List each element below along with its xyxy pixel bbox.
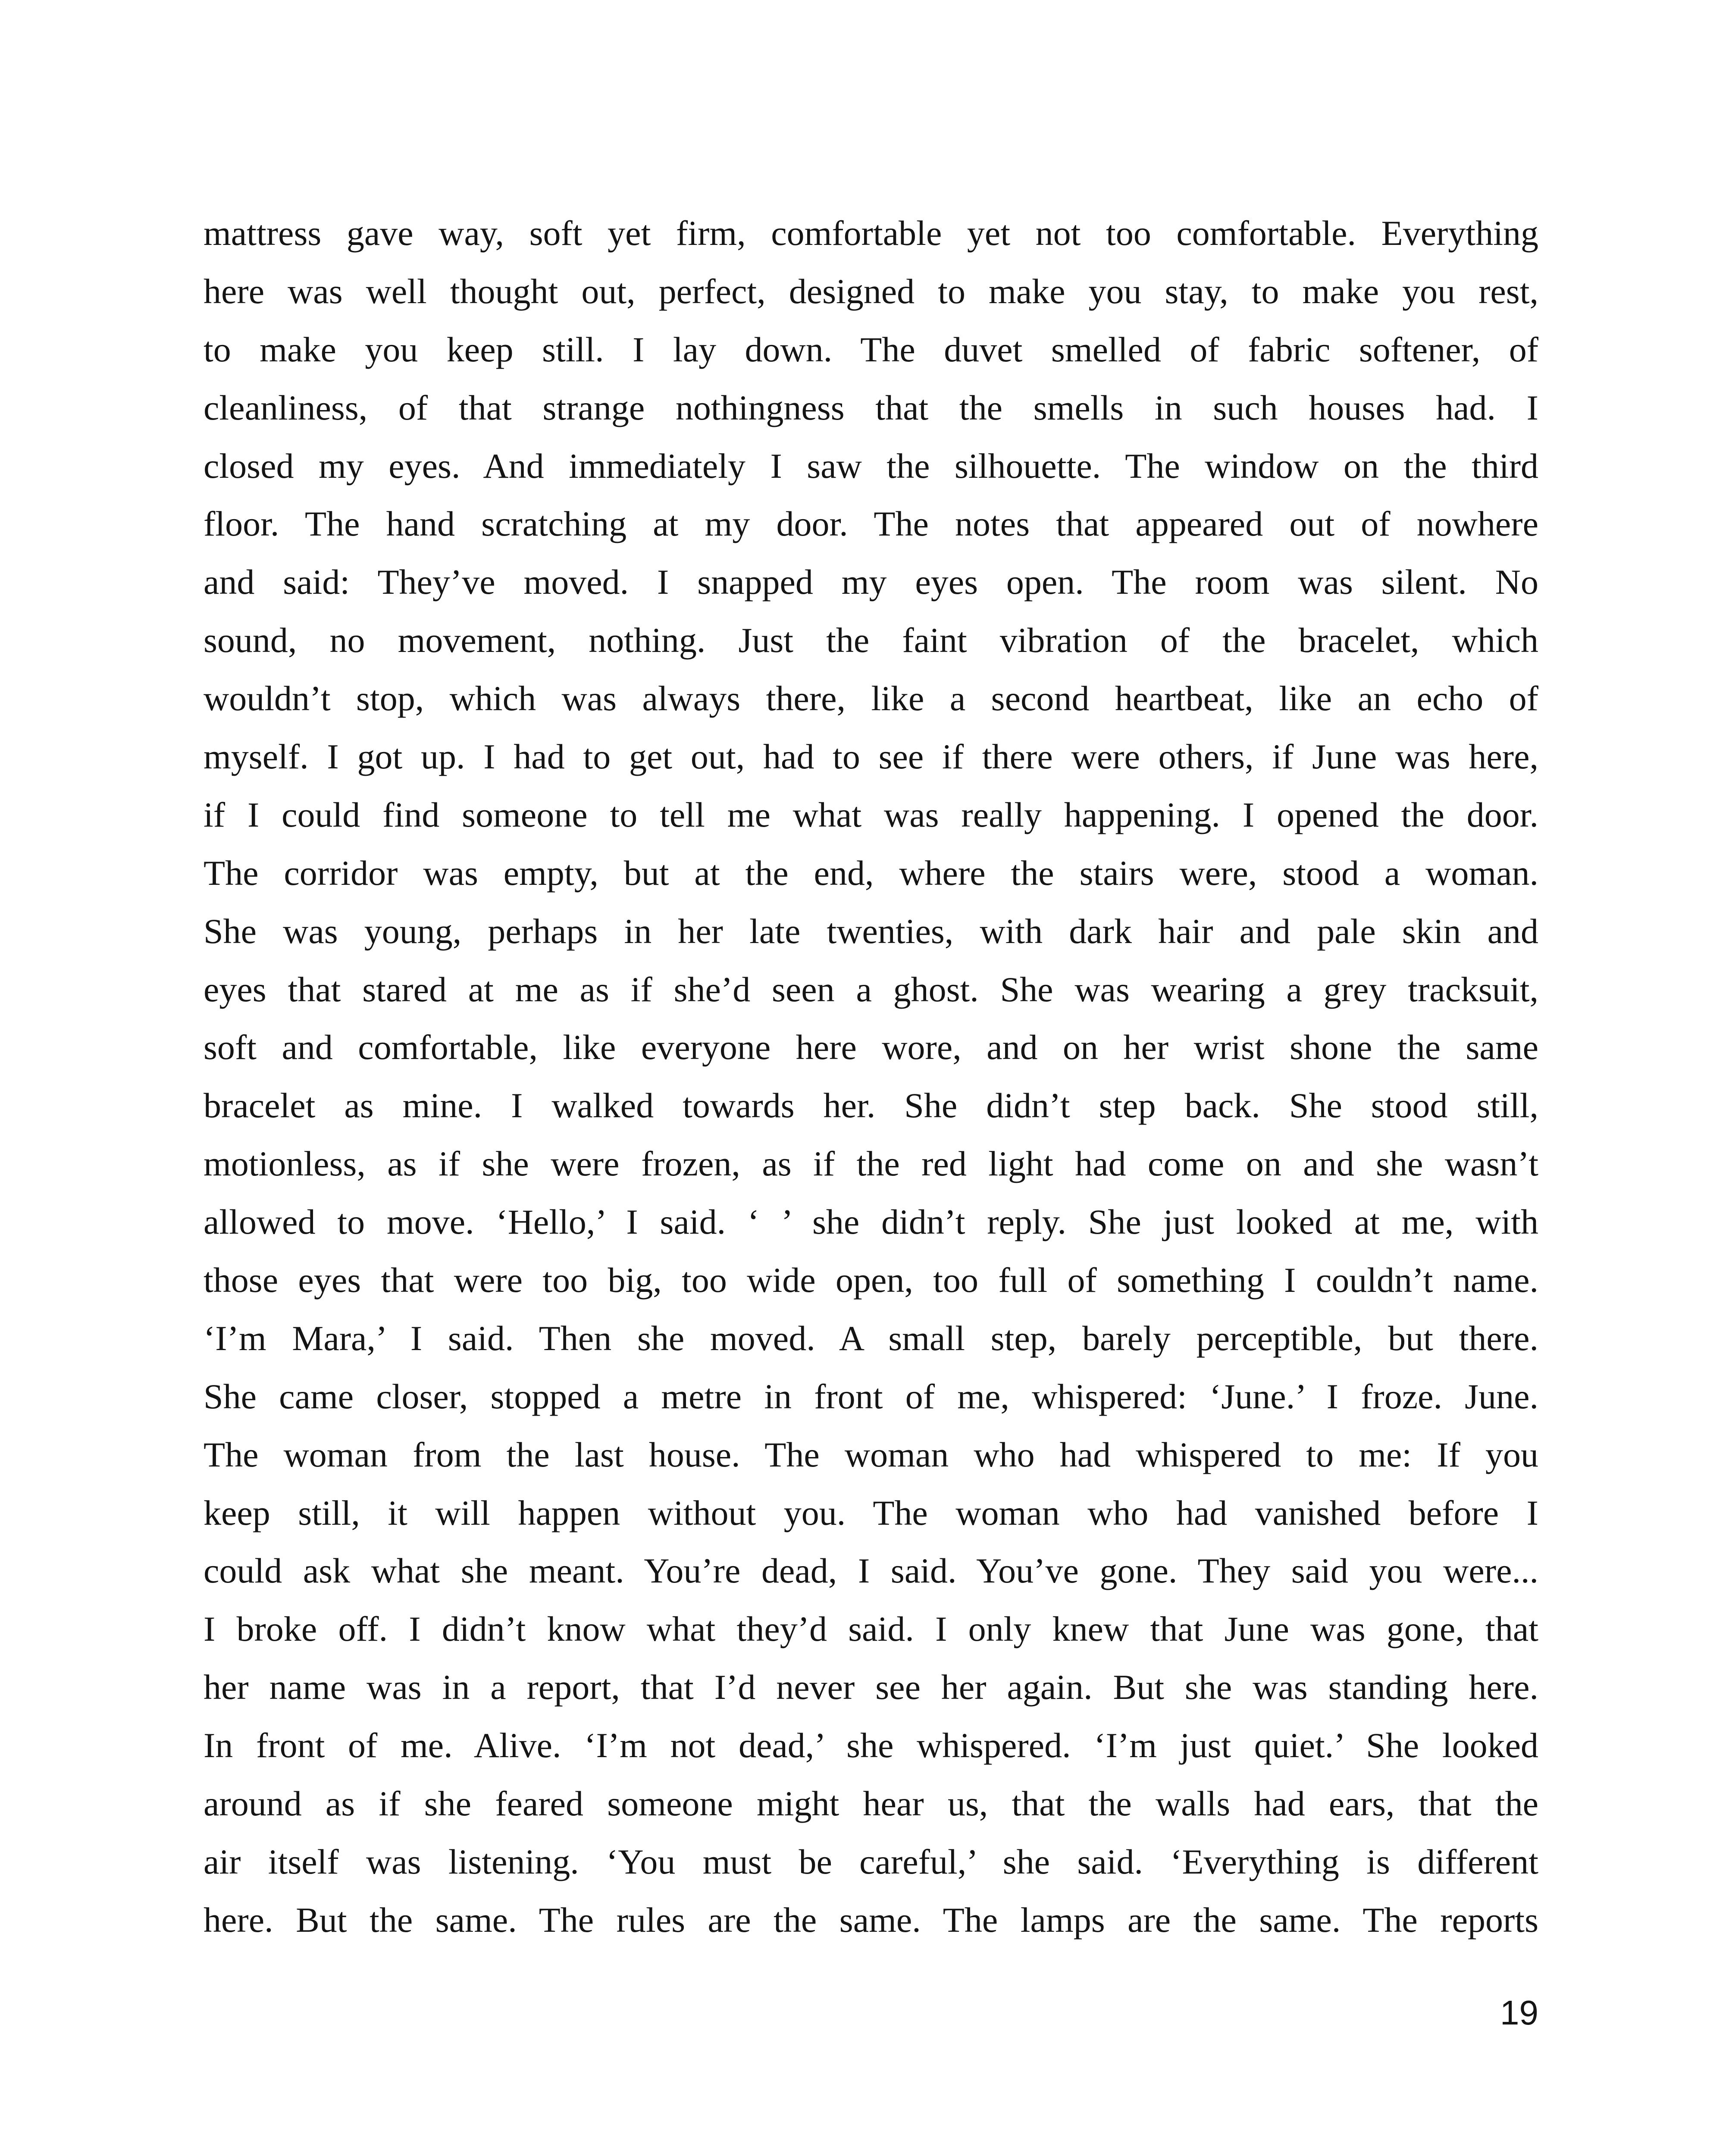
text-line: I broke off. I didn’t know what they’d said. I only knew that June was gone, that: [204, 1609, 1538, 1649]
text-line: sound, no movement, nothing. Just the faint vibration of the bracelet, which: [204, 620, 1538, 660]
body-text: [204, 204, 1538, 1949]
text-line: bracelet as mine. I walked towards her. She didn’t step back. She stood still,: [204, 1086, 1538, 1125]
text-line: allowed to move. ‘Hello,’ I said. ‘ ’ she didn’t reply. She just looked at me, with: [204, 1202, 1538, 1242]
text-line: air itself was listening. ‘You must be careful,’ she said. ‘Everything is different: [204, 1842, 1538, 1881]
text-line: closed my eyes. And immediately I saw the silhouette. The window on the third: [204, 446, 1538, 486]
text-line: wouldn’t stop, which was always there, like a second heartbeat, like an echo of: [204, 679, 1538, 718]
text-line: ‘I’m Mara,’ I said. Then she moved. A small step, barely perceptible, but there.: [204, 1318, 1538, 1358]
text-line: mattress gave way, soft yet firm, comfortable yet not too comfortable. Everything: [204, 213, 1538, 253]
text-line: could ask what she meant. You’re dead, I said. You’ve gone. They said you were...: [204, 1551, 1538, 1591]
text-line: myself. I got up. I had to get out, had to see if there were others, if June was here,: [204, 737, 1538, 777]
text-line: here. But the same. The rules are the same. The lamps are the same. The reports: [204, 1900, 1538, 1940]
text-line: floor. The hand scratching at my door. The notes that appeared out of nowhere: [204, 504, 1538, 544]
text-line: soft and comfortable, like everyone here wore, and on her wrist shone the same: [204, 1028, 1538, 1067]
text-line: The corridor was empty, but at the end, where the stairs were, stood a woman.: [204, 853, 1538, 893]
text-line: here was well thought out, perfect, designed to make you stay, to make you rest,: [204, 271, 1538, 311]
text-line: if I could find someone to tell me what was really happening. I opened the door.: [204, 795, 1538, 834]
text-line: The woman from the last house. The woman who had whispered to me: If you: [204, 1435, 1538, 1474]
text-line: She came closer, stopped a metre in front of me, whispered: ‘June.’ I froze. June.: [204, 1376, 1538, 1416]
text-line: eyes that stared at me as if she’d seen a ghost. She was wearing a grey tracksuit,: [204, 969, 1538, 1009]
text-line: In front of me. Alive. ‘I’m not dead,’ she whispered. ‘I’m just quiet.’ She looked: [204, 1726, 1538, 1765]
text-line: those eyes that were too big, too wide open, too full of something I couldn’t name.: [204, 1260, 1538, 1300]
text-line: around as if she feared someone might hear us, that the walls had ears, that the: [204, 1784, 1538, 1824]
text-line: cleanliness, of that strange nothingness that the smells in such houses had. I: [204, 388, 1538, 427]
text-line: her name was in a report, that I’d never see her again. But she was standing here.: [204, 1667, 1538, 1707]
text-line: She was young, perhaps in her late twenties, with dark hair and pale skin and: [204, 911, 1538, 951]
text-line: to make you keep still. I lay down. The duvet smelled of fabric softener, of: [204, 329, 1538, 369]
page-number: 19: [1500, 1993, 1538, 2032]
text-line: and said: They’ve moved. I snapped my eyes open. The room was silent. No: [204, 562, 1538, 602]
text-line: keep still, it will happen without you. The woman who had vanished before I: [204, 1493, 1538, 1532]
text-line: motionless, as if she were frozen, as if the red light had come on and she wasn’t: [204, 1144, 1538, 1184]
